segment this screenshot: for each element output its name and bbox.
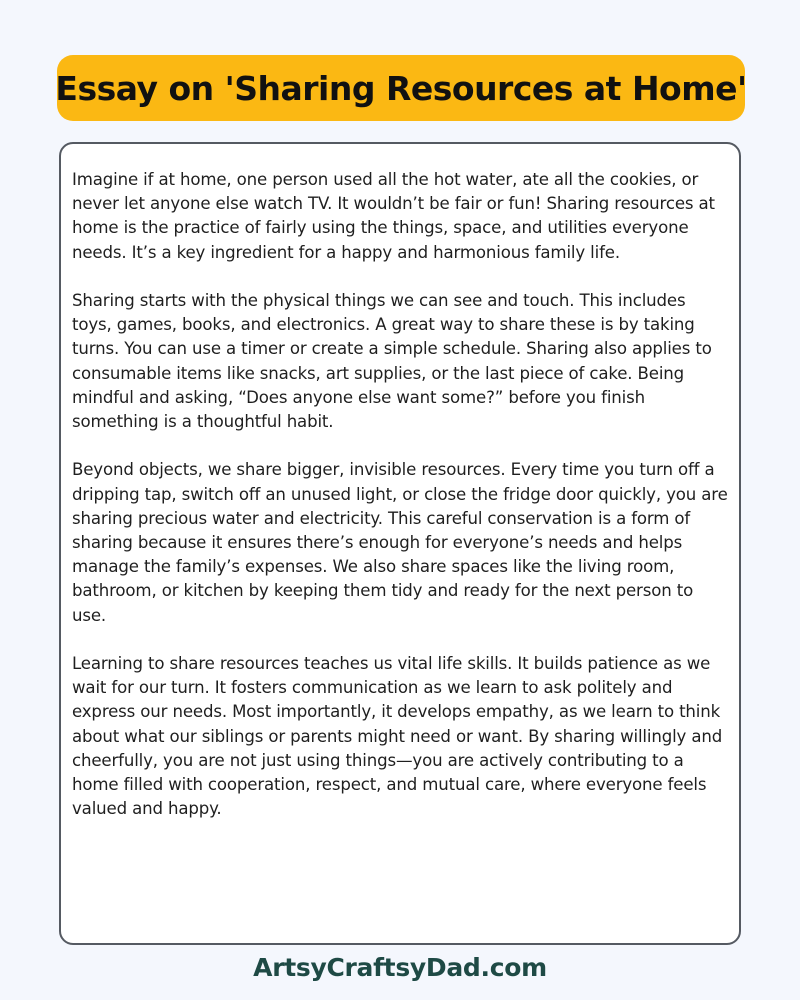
essay-box — [59, 142, 741, 945]
essay-paragraph-2: Sharing starts with the physical things we can see and touch. This includes toys, games, books, and electronics. A great way to share these is by taking turns. You can use a timer or create a simple schedule. Sharing also applies to consumable items like snacks, art supplies, or the last piece of cake. Being mindful and asking, “Does anyone else want some?” before you finish something is a thoughtful habit. — [72, 291, 712, 432]
essay-paragraph-3: Beyond objects, we share bigger, invisible resources. Every time you turn off a dripping tap, switch off an unused light, or close the fridge door quickly, you are sharing precious water and electricity. This careful conservation is a form of sharing because it ensures there’s enough for everyone’s needs and helps manage the family’s expenses. We also share spaces like the living room, bathroom, or kitchen by keeping them tidy and ready for the next person to use. — [72, 460, 728, 625]
essay-paragraph-1: Imagine if at home, one person used all the hot water, ate all the cookies, or never let anyone else watch TV. It wouldn’t be fair or fun! Sharing resources at home is the practice of fairly using the things, space, and utilities everyone needs. It’s a key ingredient for a happy and harmonious family life. — [72, 170, 715, 262]
page-title: Essay on 'Sharing Resources at Home' — [55, 68, 747, 108]
essay-paragraph-4: Learning to share resources teaches us vital life skills. It builds patience as we wait for our turn. It fosters communication as we learn to ask politely and express our needs. Most importantly, it develops empathy, as we learn to think about what our siblings or parents might need or want. By sharing willingly and cheerfully, you are not just using things—you are actively contributing to a home filled with cooperation, respect, and mutual care, where everyone feels valued and happy. — [72, 654, 723, 819]
site-footer-brand: ArtsyCraftsyDad.com — [253, 953, 547, 982]
title-banner — [57, 55, 745, 121]
